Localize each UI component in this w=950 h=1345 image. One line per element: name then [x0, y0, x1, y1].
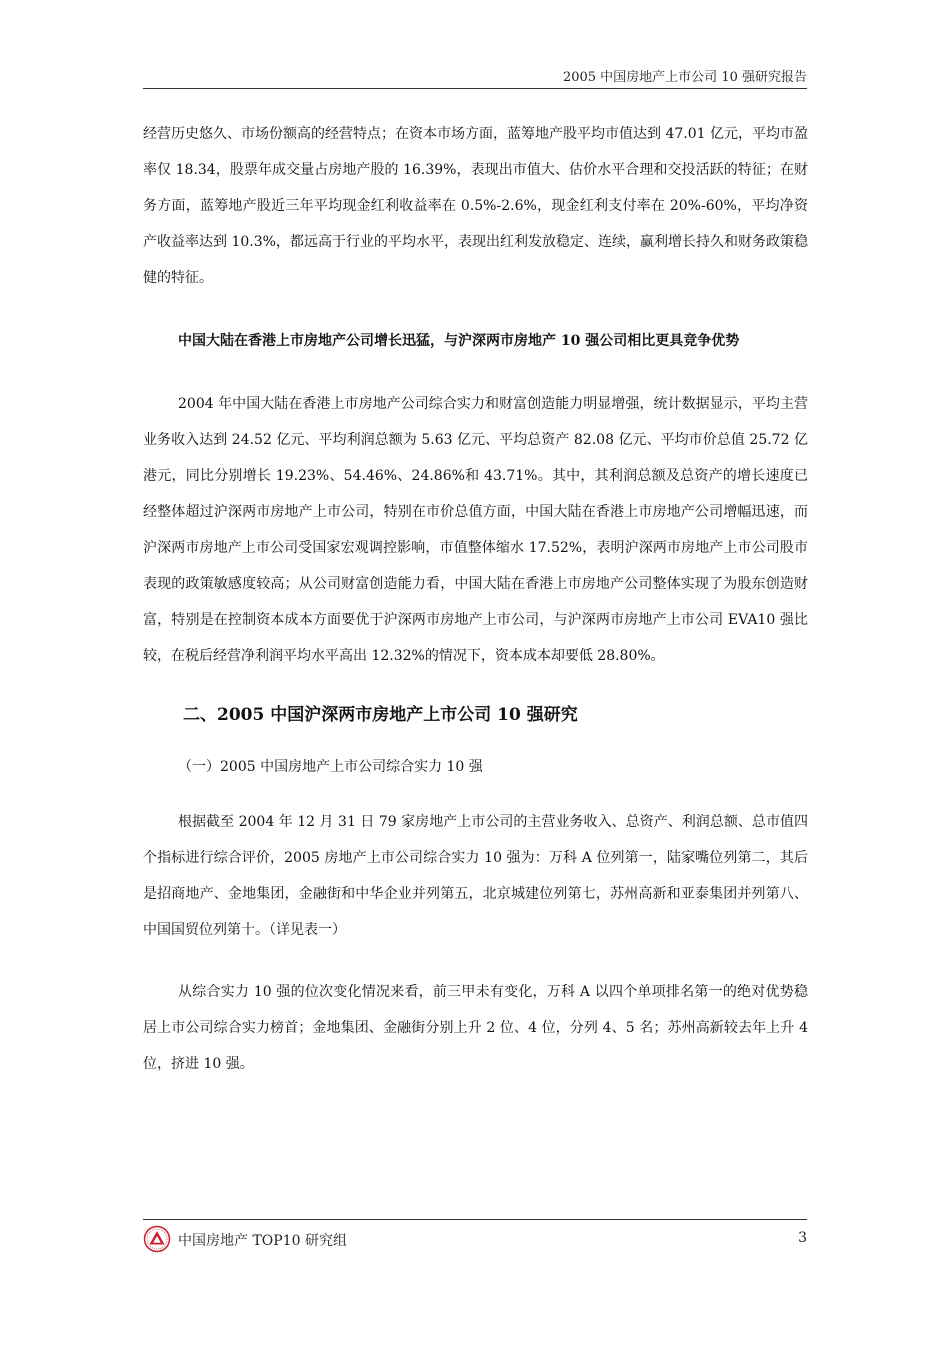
page-number: 3 — [798, 1230, 807, 1246]
paragraph-bluechip: 经营历史悠久、市场份额高的经营特点；在资本市场方面，蓝筹地产股平均市值达到 47.01 亿元，平均市盈率仅 18.34，股票年成交量占房地产股的 16.39%，表现出市值大、估价水平合理和交投活跃的特征；在财务方面，蓝筹地产股近三年平均现金红利收益率在 0.5%-2.6%，现金红利支付率在 20%-60%，平均净资产收益率达到 10.3%，都远高于行业的平均水平，表现出红利发放稳定、连续，赢利增长持久和财务政策稳健的特征。 — [143, 126, 808, 286]
document-body — [143, 116, 808, 1108]
bold-heading-hk-listed: 中国大陆在香港上市房地产公司增长迅猛，与沪深两市房地产 10 强公司相比更具竞争优势 — [178, 333, 740, 349]
paragraph-ranking-changes: 从综合实力 10 强的位次变化情况来看，前三甲未有变化，万科 A 以四个单项排名第一的绝对优势稳居上市公司综合实力榜首；金地集团、金融街分别上升 2 位、4 位，分列 4、5 名；苏州高新较去年上升 4 位，挤进 10 强。 — [143, 984, 808, 1072]
footer-divider — [143, 1219, 807, 1220]
subsection-title: （一）2005 中国房地产上市公司综合实力 10 强 — [178, 759, 483, 775]
paragraph-top10-ranking: 根据截至 2004 年 12 月 31 日 79 家房地产上市公司的主营业务收入、总资产、利润总额、总市值四个指标进行综合评价，2005 房地产上市公司综合实力 10 强为：万科 A 位列第一，陆家嘴位列第二，其后是招商地产、金地集团，金融街和中华企业并列第五，北京城建位列第七，苏州高新和亚泰集团并列第八、中国国贸位列第十。（详见表一） — [143, 814, 808, 938]
header-divider — [143, 88, 807, 89]
paragraph-hk-growth: 2004 年中国大陆在香港上市房地产公司综合实力和财富创造能力明显增强，统计数据显示，平均主营业务收入达到 24.52 亿元、平均利润总额为 5.63 亿元、平均总资产 82.08 亿元、平均市价总值 25.72 亿港元，同比分别增长 19.23%、54.46%、24.86%和 43.71%。其中，其利润总额及总资产的增长速度已经整体超过沪深两市房地产上市公司，特别在市价总值方面，中国大陆在香港上市房地产公司增幅迅速，而沪深两市房地产上市公司受国家宏观调控影响，市值整体缩水 17.52%，表明沪深两市房地产上市公司股市表现的政策敏感度较高；从公司财富创造能力看，中国大陆在香港上市房地产公司整体实现了为股东创造财富，特别是在控制资本成本方面要优于沪深两市房地产上市公司，与沪深两市房地产上市公司 EVA10 强比较，在税后经营净利润平均水平高出 12.32%的情况下，资本成本却要低 28.80%。 — [143, 396, 808, 664]
page-header-title: 2005 中国房地产上市公司 10 强研究报告 — [562, 70, 807, 85]
section-title: 二、2005 中国沪深两市房地产上市公司 10 强研究 — [183, 705, 578, 725]
footer-org-name: 中国房地产 TOP10 研究组 — [178, 1233, 347, 1249]
triangle-logo-icon — [143, 1225, 171, 1253]
